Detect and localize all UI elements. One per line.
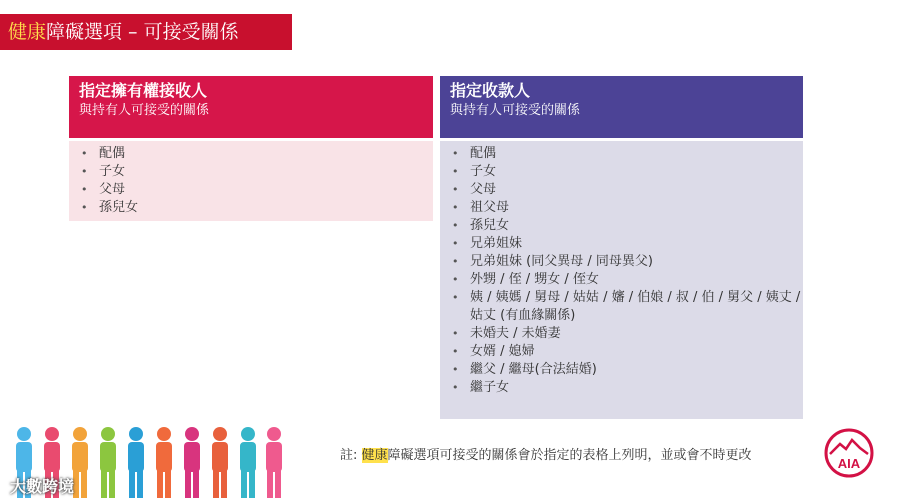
list-item: • 配偶 <box>452 145 803 163</box>
footnote-text: 障礙選項可接受的關係會於指定的表格上列明，並或會不時更改 <box>387 448 752 463</box>
footnote <box>340 446 780 466</box>
payee-header <box>440 76 803 138</box>
ownership-recipient-heading: 指定擁有權接收人 <box>79 81 208 100</box>
list-item: • 繼父 / 繼母(合法結婚) <box>452 361 803 379</box>
svg-text:AIA: AIA <box>837 456 861 471</box>
list-item: • 未婚夫 / 未婚妻 <box>452 325 803 343</box>
payee-body <box>440 141 803 419</box>
list-item: • 子女 <box>81 163 433 181</box>
list-item: • 兄弟姐妹 (同父異母 / 同母異父) <box>452 253 803 271</box>
list-item: • 兄弟姐妹 <box>452 235 803 253</box>
payee-heading: 指定收款人 <box>450 81 531 100</box>
aia-logo <box>822 428 876 478</box>
list-item: • 女婿 / 媳婦 <box>452 343 803 361</box>
list-item: • 外甥 / 侄 / 甥女 / 侄女 <box>452 271 803 289</box>
list-item: • 孫兒女 <box>81 199 433 217</box>
page-title-rest: 障礙選項 – 可接受關係 <box>46 21 239 43</box>
list-item: • 繼子女 <box>452 379 803 397</box>
list-item: • 姨 / 姨媽 / 舅母 / 姑姑 / 嬸 / 伯娘 / 叔 / 伯 / 舅父 / 姨丈 / 姑丈 (有血緣關係) <box>452 289 803 325</box>
list-item: • 父母 <box>452 181 803 199</box>
page-title <box>0 14 292 50</box>
payee-card <box>440 76 803 419</box>
ownership-recipient-body <box>69 141 433 221</box>
list-item: • 祖父母 <box>452 199 803 217</box>
ownership-recipient-header <box>69 76 433 138</box>
ownership-recipient-subheading: 與持有人可接受的關係 <box>79 103 210 118</box>
list-item: • 孫兒女 <box>452 217 803 235</box>
list-item: • 配偶 <box>81 145 433 163</box>
list-item: • 子女 <box>452 163 803 181</box>
payee-relationship-list <box>440 145 803 397</box>
ownership-recipient-card <box>69 76 433 221</box>
page-title-highlight: 健康 <box>8 21 47 43</box>
payee-subheading: 與持有人可接受的關係 <box>450 103 581 118</box>
footnote-highlight: 健康 <box>361 448 388 463</box>
ownership-relationship-list <box>69 145 433 217</box>
list-item: • 父母 <box>81 181 433 199</box>
watermark: 大數跨境 <box>10 477 75 496</box>
footnote-prefix: 註: <box>340 448 362 463</box>
